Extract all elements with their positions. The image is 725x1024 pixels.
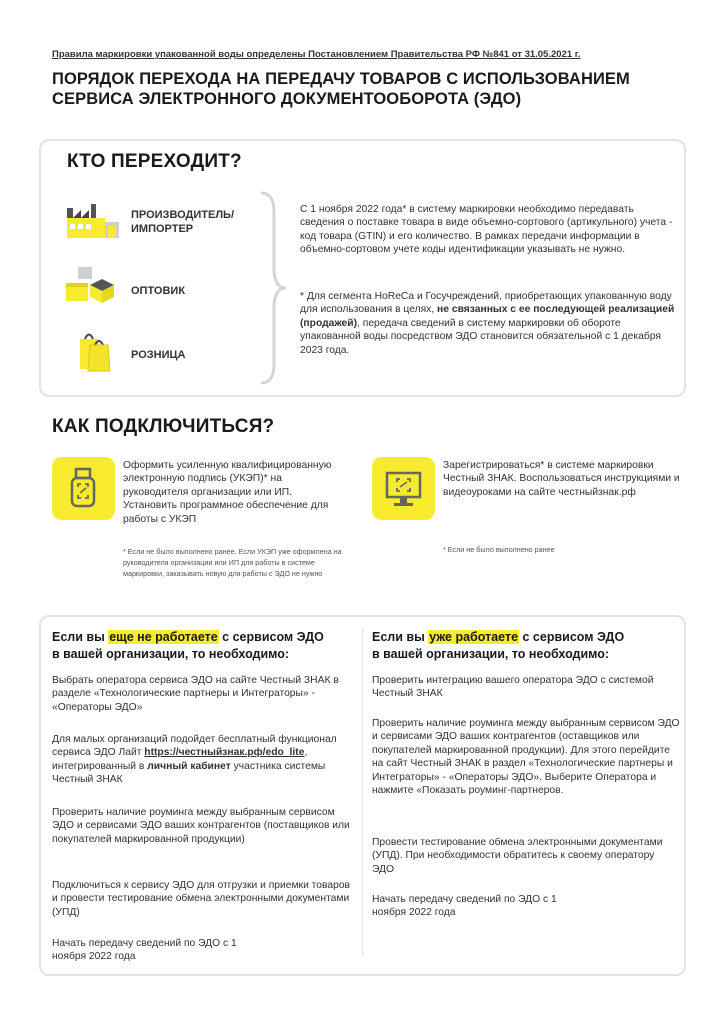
role-producer-importer [131,208,234,236]
left-step-2-end: участника системы Честный ЗНАК [52,760,326,786]
left-step-2-start: Для малых организаций подойдет бесплатный функционал сервиса ЭДО Лайт [52,734,337,759]
role-producer-label: ПРОИЗВОДИТЕЛЬ/ [131,209,235,221]
left-step-2-mid: , интегрированный в [52,747,308,772]
left-heading-start: Если вы [52,630,109,644]
regulation-note: Правила маркировки упакованной воды определены Постановлением Правительства РФ №841 от 31.05.2021 г. [52,49,581,60]
who-footnote-bold: не связанных с ее последующей реализацией (продажей) [300,304,675,329]
who-footnote [300,290,678,357]
step-signature-text: Оформить усиленную квалифицированную электронную подпись (УКЭП)* на руководителя организации или ИП. Установить программное обеспечение для работы с УКЭП [123,460,332,525]
right-column-heading [372,629,677,663]
right-heading-start: Если вы [372,630,429,644]
personal-account-text: личный кабинет [147,760,231,772]
how-heading: КАК ПОДКЛЮЧИТЬСЯ? [52,416,275,437]
monitor-icon [372,457,435,520]
right-step-1: Проверить интеграцию вашего оператора ЭДО с системой Честный ЗНАК [372,675,654,700]
role-retail: РОЗНИЦА [131,349,186,361]
edo-lite-link[interactable]: https://честныйзнак.рф/edo_lite [144,747,305,759]
left-step-1: Выбрать оператора сервиса ЭДО на сайте Честный ЗНАК в разделе «Технологические партнеры и Интеграторы» - «Операторы ЭДО» [52,675,339,713]
left-step-4: Подключиться к сервису ЭДО для отгрузки и приемки товаров и провести тестирование обмена электронными документами (УПД) [52,880,351,918]
left-heading-line2: в вашей организации, то необходимо: [52,647,290,661]
right-heading-line2: в вашей организации, то необходимо: [372,647,610,661]
boxes-icon [66,265,120,305]
curly-bracket [258,190,288,386]
step-register-text: Зарегистрироваться* в системе маркировки Честный ЗНАК. Воспользоваться инструкциями и видеоуроками на сайте честныйзнак.рф [443,460,680,498]
who-footnote-start: * Для сегмента HoReCa и Госучреждений, приобретающих упакованную воду для использования в целях, [300,291,672,316]
role-importer-label: ИМПОРТЕР [131,223,194,235]
right-heading-end: с сервисом ЭДО [519,630,625,644]
factory-icon [64,200,122,240]
role-wholesaler: ОПТОВИК [131,285,186,297]
left-column-heading [52,629,352,663]
left-step-3: Проверить наличие роуминга между выбранным сервисом ЭДО и сервисами ЭДО ваших контрагентов (поставщиков или покупателей маркированной продукции) [52,807,350,845]
right-step-4: Начать передачу сведений по ЭДО с 1 ноября 2022 года [372,894,557,919]
page-title-line1: ПОРЯДОК ПЕРЕХОДА НА ПЕРЕДАЧУ ТОВАРОВ С ИСПОЛЬЗОВАНИЕМ [52,70,630,88]
column-divider [362,627,363,955]
who-footnote-end: , передача сведений в систему маркировки об обороте упакованной воды посредством ЭДО становится обязательной с 1 декабря 2023 года. [300,317,661,356]
left-step-5: Начать передачу сведений по ЭДО с 1 ноября 2022 года [52,938,237,963]
shopping-bags-icon [76,329,112,373]
right-step-3: Провести тестирование обмена электронными документами (УПД). При необходимости обратитесь к своему оператору ЭДО [372,837,663,875]
right-heading-highlight: уже работаете [429,630,519,644]
step-signature-footnote: * Если не было выполнено ранее. Если УКЭП уже оформлена на руководителя организации или ИП для работы в системе маркировки, заказывать новую для работы с ЭДО не нужно [123,547,342,578]
left-step-2 [52,733,352,787]
page-title-line2: СЕРВИСА ЭЛЕКТРОННОГО ДОКУМЕНТООБОРОТА (ЭДО) [52,90,522,108]
usb-token-icon [52,457,115,520]
right-step-2: Проверить наличие роуминга между выбранным сервисом ЭДО и сервисами ЭДО ваших контрагентов (оставщиков или покупателей маркированной продукции). Для этого перейдите на сайт Честный ЗНАК в раздел «Технологические партнеры и Интеграторы» - «Операторы ЭДО». Выберите Оператора и нажмите «Показать роуминг-партнеров. [372,718,680,797]
left-heading-end: с сервисом ЭДО [218,630,324,644]
who-description: С 1 ноября 2022 года* в систему маркировки необходимо передавать сведения о поставке товара в виде объемно-сортового (артикульного) учета - код товара (GTIN) и его количество. В рамках передачи информации в объемно-сортовом учете коды идентификации указывать не нужно. [300,204,673,256]
page-title [52,69,630,109]
who-heading: КТО ПЕРЕХОДИТ? [67,151,242,172]
step-register-footnote: * Если не было выполнено ранее [443,545,555,554]
left-heading-highlight: еще не работаете [109,630,218,644]
